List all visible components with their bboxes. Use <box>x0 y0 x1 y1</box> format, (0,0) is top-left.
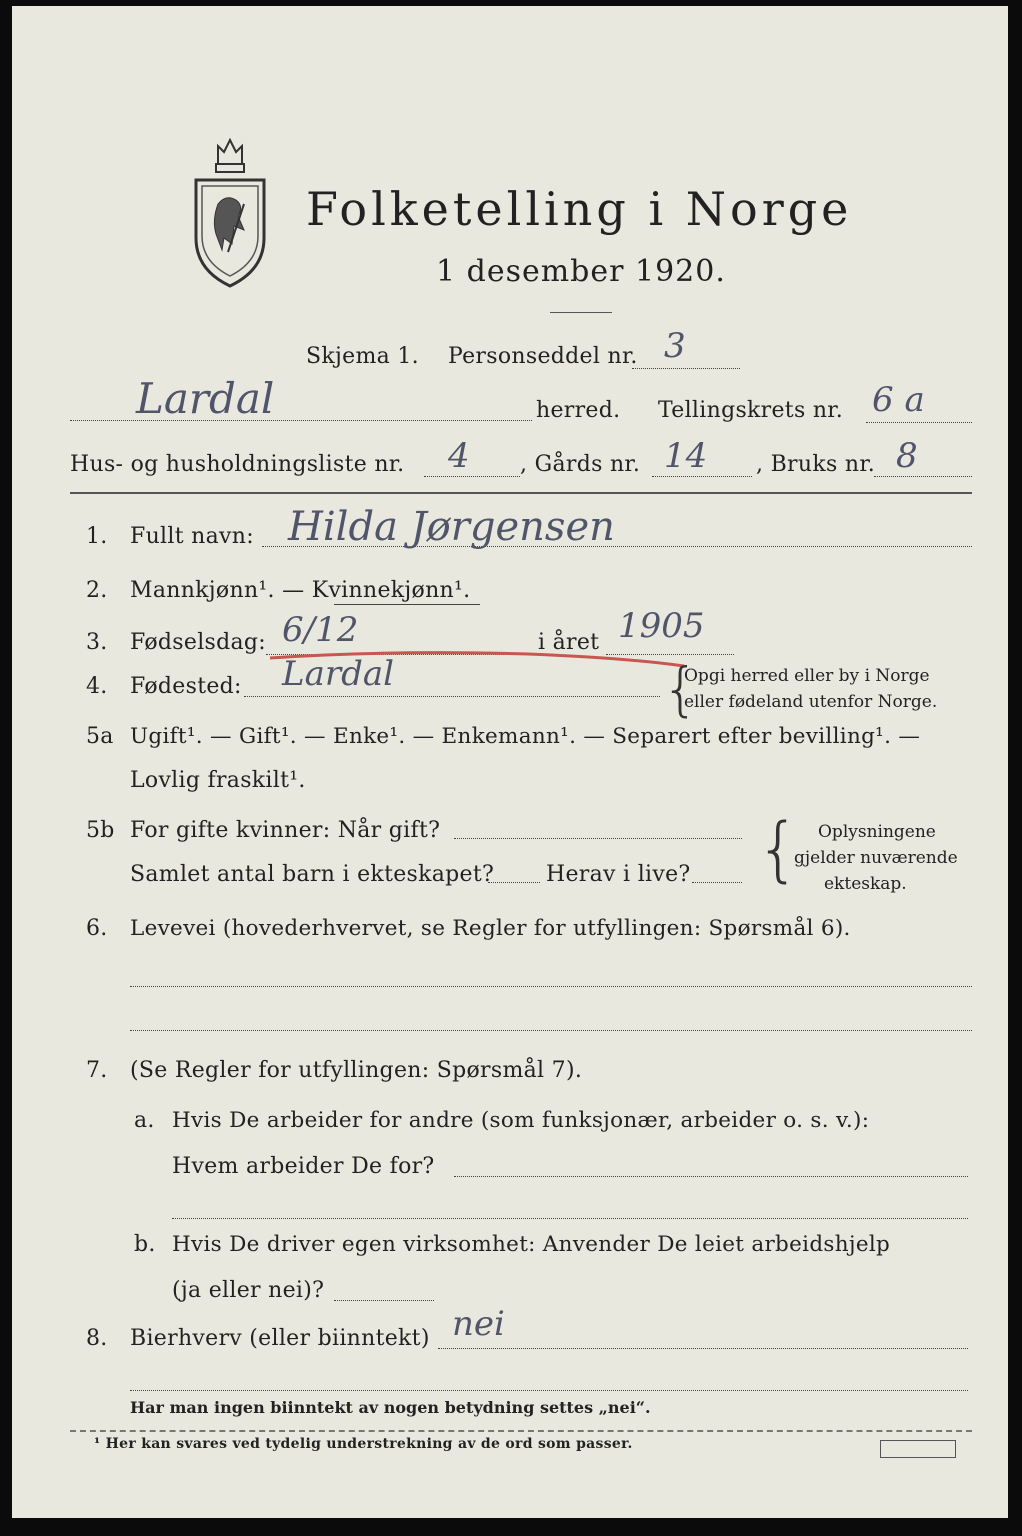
q5b-brace: { <box>756 808 801 890</box>
herred-label: herred. <box>536 398 621 423</box>
q7a-field-line1 <box>454 1176 968 1177</box>
q5b-number: 5b <box>86 818 115 843</box>
tellingskrets-label: Tellingskrets nr. <box>658 398 843 423</box>
q8-field-line1 <box>438 1348 968 1349</box>
gender-options: Mannkjønn¹. — Kvinnekjønn¹. <box>130 578 471 603</box>
coat-of-arms-icon <box>188 134 272 290</box>
hus-value[interactable]: 4 <box>448 436 470 476</box>
q7-number: 7. <box>86 1058 108 1083</box>
skjema-label: Skjema 1. <box>306 344 419 369</box>
personseddel-label: Personseddel nr. <box>448 344 638 369</box>
q5b-married-field-line <box>454 838 742 839</box>
q7b-number: b. <box>134 1232 156 1257</box>
q5b-alive-label: Herav i live? <box>546 862 691 887</box>
birthplace-value[interactable]: Lardal <box>282 654 395 694</box>
q5b-note-line2: gjelder nuværende <box>794 848 958 868</box>
full-name-value[interactable]: Hilda Jørgensen <box>288 504 615 550</box>
q5b-note-line3: ekteskap. <box>824 874 907 894</box>
q7a-number: a. <box>134 1108 155 1133</box>
q7b-answer-label: (ja eller nei)? <box>172 1278 325 1303</box>
census-date: 1 desember 1920. <box>436 254 726 289</box>
q8-field-line2 <box>130 1390 968 1391</box>
hus-label: Hus- og husholdningsliste nr. <box>70 452 405 477</box>
q7a-field-line2 <box>172 1218 968 1219</box>
footer-divider <box>70 1430 972 1432</box>
bruks-label: , Bruks nr. <box>756 452 876 477</box>
hus-field-line <box>424 476 520 477</box>
q3-label: Fødselsdag: <box>130 630 267 655</box>
header-divider <box>70 492 972 494</box>
bruks-field-line <box>874 476 972 477</box>
q6-label: Levevei (hovederhvervet, se Regler for utfyllingen: Spørsmål 6). <box>130 916 851 941</box>
q7b-label: Hvis De driver egen virksomhet: Anvender De leiet arbeidshjelp <box>172 1232 891 1257</box>
title-divider <box>550 312 612 313</box>
q1-number: 1. <box>86 524 108 549</box>
birthday-value[interactable]: 6/12 <box>282 610 359 650</box>
q3-year-label: i året <box>538 630 600 655</box>
q4-field-line <box>244 696 660 697</box>
side-income-value[interactable]: nei <box>452 1304 505 1344</box>
q6-field-line2 <box>130 1030 972 1031</box>
q4-note-line2: eller fødeland utenfor Norge. <box>684 692 938 712</box>
q4-note-line1: Opgi herred eller by i Norge <box>684 666 930 686</box>
q4-brace: { <box>662 655 699 723</box>
q8-label: Bierhverv (eller biinntekt) <box>130 1326 430 1351</box>
birth-year-value[interactable]: 1905 <box>618 606 705 646</box>
q8-number: 8. <box>86 1326 108 1351</box>
gards-value[interactable]: 14 <box>664 436 708 476</box>
q7a-label: Hvis De arbeider for andre (som funksjonær, arbeider o. s. v.): <box>172 1108 870 1133</box>
q4-number: 4. <box>86 674 108 699</box>
q7a-employer-label: Hvem arbeider De for? <box>172 1154 435 1179</box>
q8-note: Har man ingen biinntekt av nogen betydning settes „nei“. <box>130 1398 651 1417</box>
marital-status-options-cont: Lovlig fraskilt¹. <box>130 768 306 793</box>
q3-number: 3. <box>86 630 108 655</box>
gards-label: , Gårds nr. <box>520 452 641 477</box>
q6-field-line1 <box>130 986 972 987</box>
q5b-note-line1: Oplysningene <box>818 822 936 842</box>
printer-stamp <box>880 1440 956 1458</box>
q5b-label: For gifte kvinner: Når gift? <box>130 818 441 843</box>
marital-status-options: Ugift¹. — Gift¹. — Enke¹. — Enkemann¹. — Separert efter bevilling¹. — <box>130 724 921 749</box>
q2-number: 2. <box>86 578 108 603</box>
q4-label: Fødested: <box>130 674 242 699</box>
footnote: ¹ Her kan svares ved tydelig understrekning av de ord som passer. <box>94 1436 633 1452</box>
tellingskrets-field-line <box>866 422 972 423</box>
q5b-alive-field-line <box>692 882 742 883</box>
q5b-children-field-line <box>488 882 540 883</box>
gards-field-line <box>652 476 752 477</box>
q6-number: 6. <box>86 916 108 941</box>
q5a-number: 5a <box>86 724 114 749</box>
q7-label: (Se Regler for utfyllingen: Spørsmål 7). <box>130 1058 583 1083</box>
q5b-children-label: Samlet antal barn i ekteskapet? <box>130 862 495 887</box>
herred-value[interactable]: Lardal <box>136 374 275 423</box>
personseddel-field-line <box>632 368 740 369</box>
personseddel-value[interactable]: 3 <box>664 326 686 366</box>
bruks-value[interactable]: 8 <box>896 436 918 476</box>
form-title: Folketelling i Norge <box>306 182 853 236</box>
kvinnekjonn-underline <box>334 604 480 605</box>
census-form <box>12 6 1008 1518</box>
q7b-field-line <box>334 1300 434 1301</box>
q1-label: Fullt navn: <box>130 524 254 549</box>
tellingskrets-value[interactable]: 6 a <box>872 380 925 420</box>
